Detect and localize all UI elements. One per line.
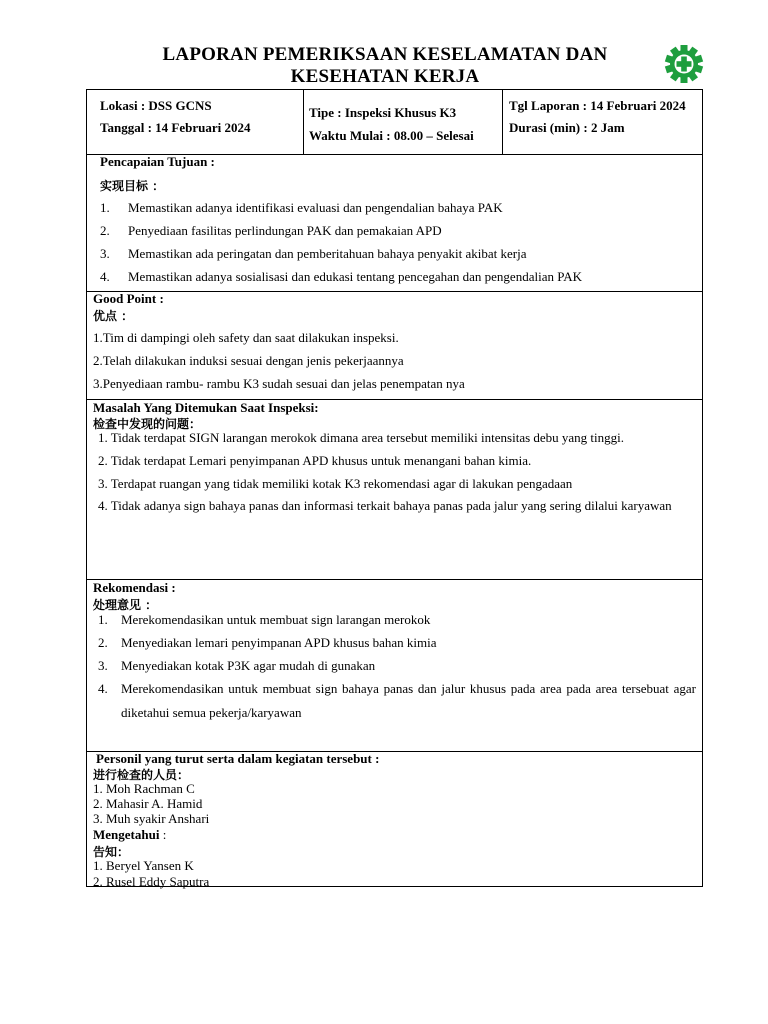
section-heading: Rekomendasi : bbox=[93, 580, 176, 595]
list-number: 4. bbox=[98, 681, 108, 696]
list-item: 3. Terdapat ruangan yang tidak memiliki kotak K3 rekomendasi agar di lakukan pengadaan bbox=[98, 476, 573, 491]
list-item: 1. Beryel Yansen K bbox=[93, 858, 194, 873]
mengetahui-heading bbox=[93, 827, 166, 843]
list-item: 3.Penyediaan rambu- rambu K3 sudah sesuai dan jelas penempatan nya bbox=[93, 376, 465, 391]
divider bbox=[87, 291, 702, 292]
section-heading-cn: 优点 ： bbox=[93, 309, 134, 323]
tipe-field: Tipe : Inspeksi Khusus K3 bbox=[309, 105, 457, 120]
list-item: 2. Rusel Eddy Saputra bbox=[93, 874, 210, 889]
section-heading: Pencapaian Tujuan : bbox=[100, 154, 215, 169]
mengetahui-colon: : bbox=[159, 827, 167, 842]
section-heading-cn: 实现目标 ： bbox=[100, 179, 165, 193]
list-number: 1. bbox=[100, 200, 110, 215]
lokasi-field: Lokasi : DSS GCNS bbox=[100, 98, 212, 113]
list-item: 3. Muh syakir Anshari bbox=[93, 811, 210, 826]
mengetahui-label: Mengetahui bbox=[93, 827, 160, 842]
list-text: Penyediaan fasilitas perlindungan PAK dan pemakaian APD bbox=[128, 223, 442, 238]
list-item: 2. Tidak terdapat Lemari penyimpanan APD khusus untuk menangani bahan kimia. bbox=[98, 453, 532, 468]
section-heading-cn: 检查中发现的问题： bbox=[93, 417, 202, 431]
list-number: 3. bbox=[100, 246, 110, 261]
durasi-field: Durasi (min) : 2 Jam bbox=[509, 120, 625, 135]
list-text: Memastikan ada peringatan dan pemberitahuan bahaya penyakit akibat kerja bbox=[128, 246, 527, 261]
divider bbox=[502, 90, 503, 154]
divider bbox=[303, 90, 304, 154]
tanggal-field: Tanggal : 14 Februari 2024 bbox=[100, 120, 251, 135]
list-item: 1. Tidak terdapat SIGN larangan merokok dimana area tersebut memiliki intensitas debu yang tinggi. bbox=[98, 430, 625, 445]
list-number: 4. bbox=[100, 269, 110, 284]
list-item: 2.Telah dilakukan induksi sesuai dengan jenis pekerjaannya bbox=[93, 353, 404, 368]
section-heading-cn: 进行检查的人员： bbox=[93, 768, 190, 782]
section-heading: Personil yang turut serta dalam kegiatan tersebut : bbox=[96, 751, 380, 766]
tgl-laporan-field: Tgl Laporan : 14 Februari 2024 bbox=[509, 98, 686, 113]
list-text: Menyediakan lemari penyimpanan APD khusus bahan kimia bbox=[121, 635, 437, 650]
list-item: 1.Tim di dampingi oleh safety dan saat dilakukan inspeksi. bbox=[93, 330, 399, 345]
list-number: 1. bbox=[98, 612, 108, 627]
section-heading: Good Point : bbox=[93, 291, 164, 306]
waktu-field: Waktu Mulai : 08.00 – Selesai bbox=[309, 128, 474, 143]
report-title-line-1: LAPORAN PEMERIKSAAN KESELAMATAN DAN bbox=[162, 44, 608, 65]
list-text: Memastikan adanya identifikasi evaluasi dan pengendalian bahaya PAK bbox=[128, 200, 503, 215]
divider bbox=[87, 579, 702, 580]
section-heading: Masalah Yang Ditemukan Saat Inspeksi: bbox=[93, 400, 319, 415]
list-text: Menyediakan kotak P3K agar mudah di gunakan bbox=[121, 658, 376, 673]
list-number: 2. bbox=[100, 223, 110, 238]
list-item: 1. Moh Rachman C bbox=[93, 781, 195, 796]
list-number: 2. bbox=[98, 635, 108, 650]
section-heading-cn: 处理意见 ： bbox=[93, 598, 158, 612]
list-item: 4. Tidak adanya sign bahaya panas dan informasi terkait bahaya panas pada jalur yang sering dilalui karyawan bbox=[98, 498, 672, 513]
report-title-line-2: KESEHATAN KERJA bbox=[290, 66, 480, 87]
mengetahui-heading-cn: 告知： bbox=[93, 845, 130, 859]
report-title bbox=[90, 44, 680, 88]
list-text: Memastikan adanya sosialisasi dan edukasi tentang pencegahan dan pengendalian PAK bbox=[128, 269, 583, 284]
list-text: Merekomendasikan untuk membuat sign larangan merokok bbox=[121, 612, 431, 627]
list-number: 3. bbox=[98, 658, 108, 673]
k3-safety-gear-cross-icon bbox=[656, 42, 712, 86]
list-item: 2. Mahasir A. Hamid bbox=[93, 796, 203, 811]
report-form bbox=[86, 89, 703, 887]
list-text: Merekomendasikan untuk membuat sign bahaya panas dan jalur khusus pada area pada area tersebuat agar diketahui semua pekerja/karyawan bbox=[121, 681, 696, 720]
